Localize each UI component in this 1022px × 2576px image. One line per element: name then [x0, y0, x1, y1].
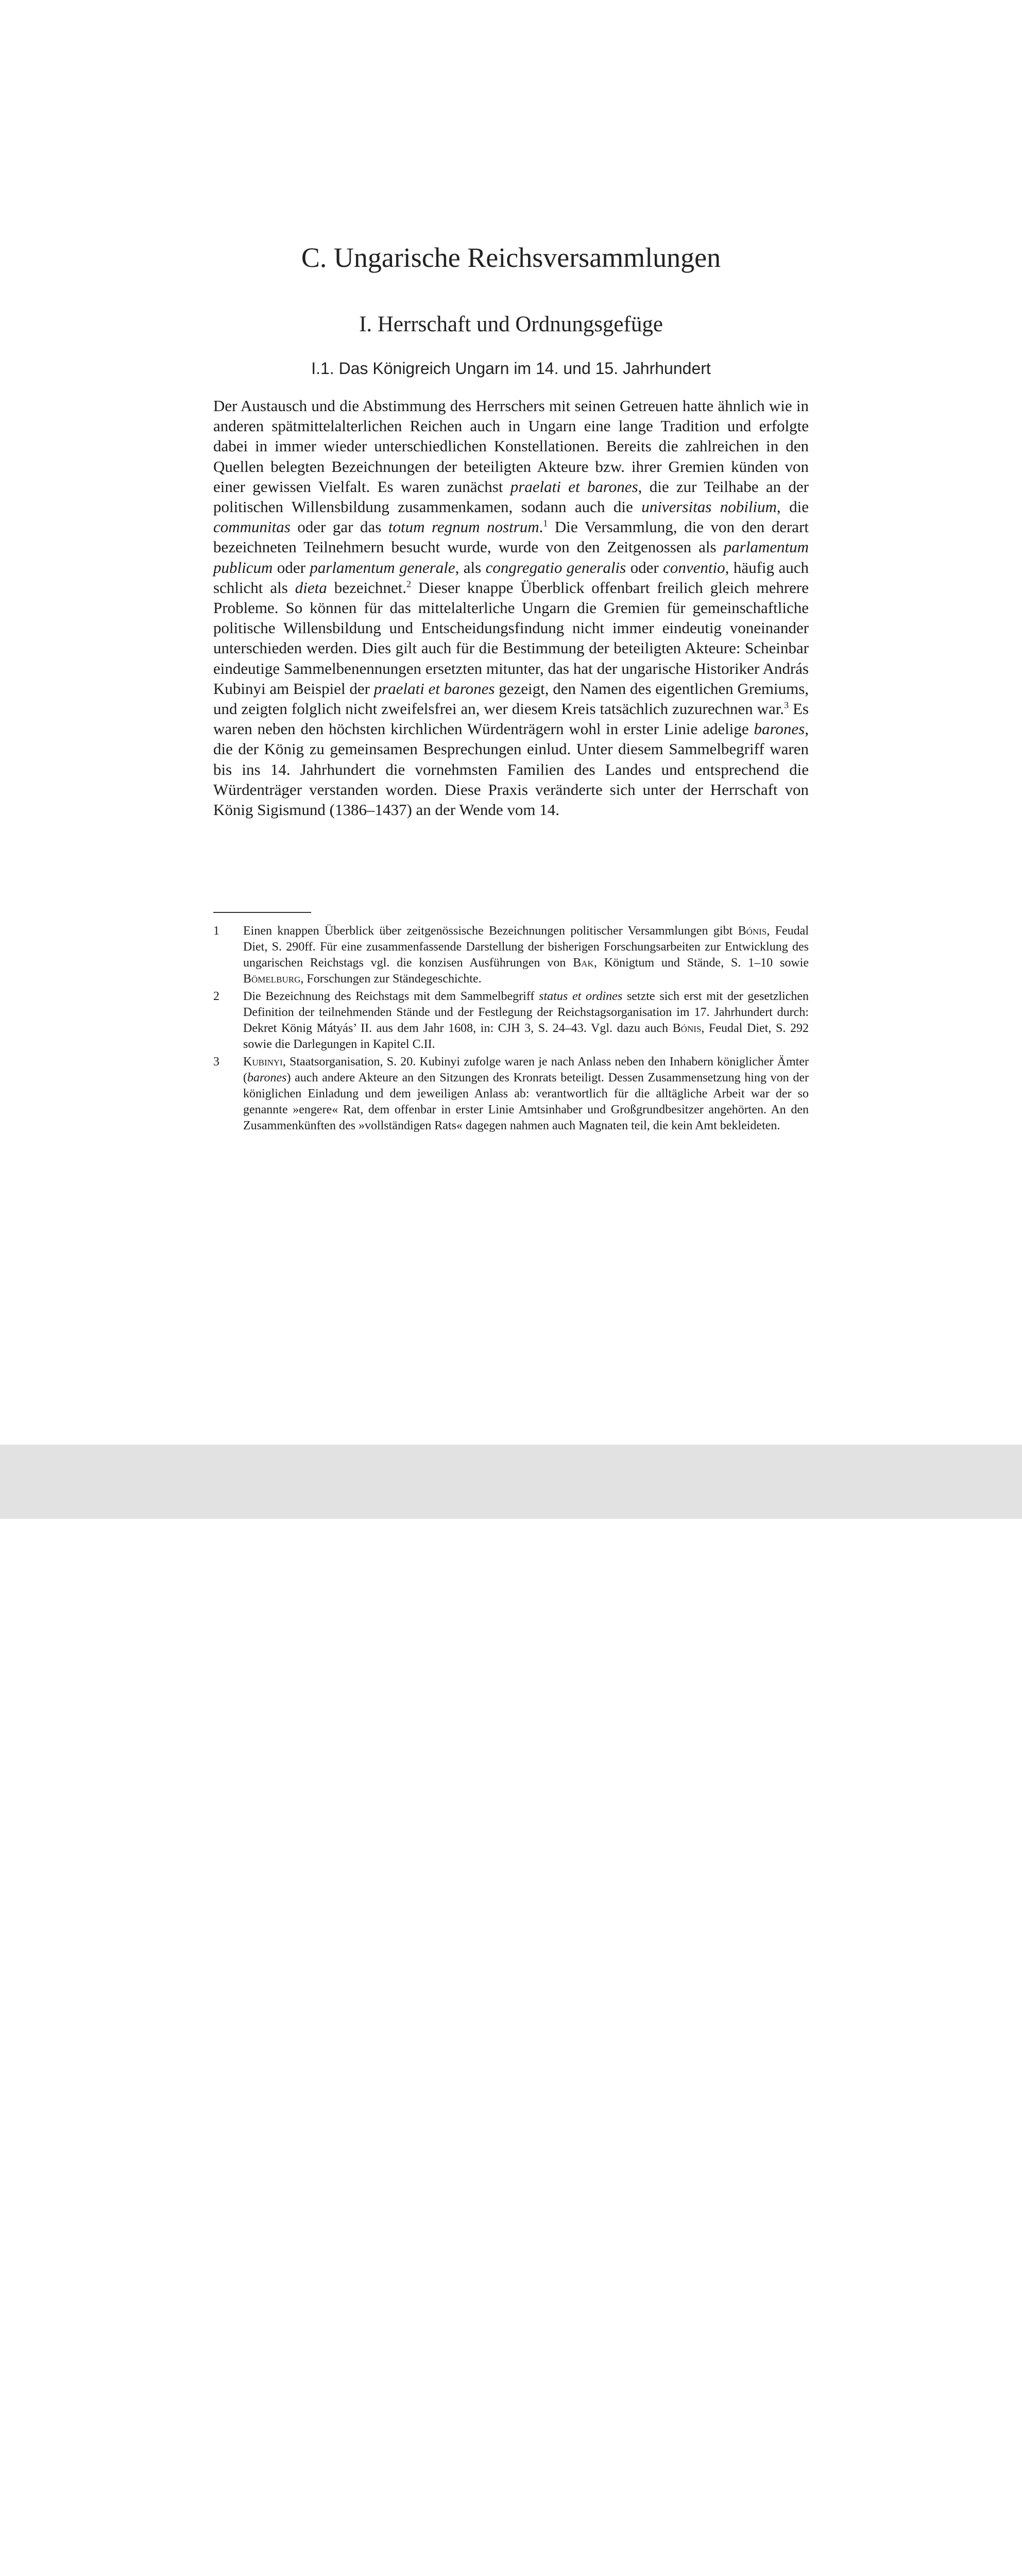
latin-term: totum regnum nostrum: [388, 518, 539, 536]
author-name: Bak: [573, 956, 594, 970]
body-text-run: oder: [272, 558, 310, 577]
latin-term: parlamentum publicum: [213, 538, 809, 577]
body-text-run: , die der König zu gemeinsamen Besprechungen einlud. Unter diesem Sammelbegriff waren bis ins 14. Jahrhundert die vornehmsten Familien des Landes und entsprechend die Würdenträger verstanden worden. Diese Praxis veränderte sich unter der Herrschaft von König Sigismund (1386–1437) an der Wende vom 14.: [213, 720, 809, 819]
footnote-text-run: Die Bezeichnung des Reichstags mit dem Sammelbegriff: [243, 990, 539, 1003]
footnote-list: [213, 923, 809, 1136]
footnote-number: 3: [213, 1055, 219, 1069]
latin-term: universitas nobilium: [641, 498, 777, 516]
body-text-run: oder: [626, 558, 663, 577]
body-text-run: , die: [776, 498, 809, 516]
footnote-3: [213, 1054, 809, 1134]
footnote-text-run: , Feudal Diet, S. 290ff. Für eine zusammenfassende Darstellung der bisherigen Forschungsarbeiten zur Entwicklung des ungarischen Reichstags vgl. die konzisen Ausführungen von: [243, 924, 809, 970]
footnote-ref-2[interactable]: 2: [406, 579, 412, 589]
footnote-number: 1: [213, 924, 219, 938]
latin-term: congregatio generalis: [485, 558, 626, 577]
footnote-divider: [213, 912, 311, 913]
body-text-run: Es waren neben den höchsten kirchlichen Würdenträgern wohl in erster Linie adelige: [213, 700, 809, 738]
body-text-run: Der Austausch und die Abstimmung des Herrschers mit seinen Getreuen hatte ähnlich wie in anderen spätmittelalterlichen Reichen auch in Ungarn eine lange Tradition und erfolgte dabei in immer wieder unterschiedlichen Konstellationen. Bereits die zahlreichen in den Quellen belegten Bezeichnungen der beteiligten Akteure bzw. ihrer Gremien künden von einer gewissen Vielfalt. Es waren zunächst: [213, 397, 809, 496]
section-heading: I.1. Das Königreich Ungarn im 14. und 15. Jahrhundert: [311, 359, 711, 378]
footnote-number: 2: [213, 990, 219, 1003]
footnote-text-run: , Königtum und Stände, S. 1–10 sowie: [593, 956, 809, 970]
latin-term: dieta: [295, 578, 327, 597]
body-text-run: , häufig auch schlicht als: [213, 558, 809, 597]
body-text-run: .: [539, 518, 543, 536]
body-paragraph: [213, 396, 809, 820]
latin-term: barones: [754, 720, 805, 738]
author-name: Bónis: [672, 1022, 702, 1035]
chapter-heading: C. Ungarische Reichsversammlungen: [301, 242, 721, 273]
body-text-run: , als: [455, 558, 486, 577]
footnote-2: [213, 989, 809, 1053]
footnote-text-run: , Feudal Diet, S. 292 sowie die Darlegungen in Kapitel C.II.: [243, 1022, 809, 1051]
body-text-run: oder gar das: [290, 518, 388, 536]
part-heading: I. Herrschaft und Ordnungsgefüge: [359, 312, 663, 336]
latin-term: conventio: [663, 558, 725, 577]
footnote-text-run: , Forschungen zur Ständegeschichte.: [300, 972, 482, 986]
viewer-footer-bar: [0, 1445, 1022, 1519]
author-name: Bömelburg: [243, 972, 301, 986]
footnote-text-run: setzte sich erst mit der gesetzlichen Definition der teilnehmenden Stände und der Festlegung der Reichstagsorganisation im 17. Jahrhundert durch: Dekret König Mátyás’ II. aus dem Jahr 1608, in: CJH 3, S. 24–43. Vgl. dazu auch: [243, 990, 809, 1035]
body-text-run: Dieser knappe Überblick offenbart freilich gleich mehrere Probleme. So können für das mittelalterliche Ungarn die Gremien für gemeinschaftliche politische Willensbildung und Entscheidungsfindung nicht immer eindeutig voneinander unterschieden werden. Dies gilt auch für die Bestimmung der beteiligten Akteure: Scheinbar eindeutige Sammelbenennungen ersetzten mitunter, das hat der ungarische Historiker András Kubinyi am Beispiel der: [213, 578, 809, 698]
latin-term: parlamentum generale: [310, 558, 455, 577]
latin-term: communitas: [213, 518, 291, 536]
footnote-text-run: Einen knappen Überblick über zeitgenössische Bezeichnungen politischer Versammlungen gibt: [243, 924, 738, 938]
body-text-run: gezeigt, den Namen des eigentlichen Gremiums, und zeigten folglich nicht zweifelsfrei an, wer diesem Kreis tatsächlich zuzurechnen war.: [213, 679, 809, 718]
footnote-text-run: , Staatsorganisation, S. 20. Kubinyi zufolge waren je nach Anlass neben den Inhabern königlicher Ämter (: [243, 1055, 809, 1084]
footnote-ref-3[interactable]: 3: [784, 700, 789, 710]
latin-term: barones: [247, 1071, 287, 1084]
footnote-ref-1[interactable]: 1: [543, 518, 548, 529]
latin-term: status et ordines: [539, 990, 623, 1003]
author-name: Kubinyi: [243, 1055, 283, 1069]
footnote-1: [213, 923, 809, 987]
author-name: Bónis: [738, 924, 767, 938]
latin-term: praelati et barones: [510, 477, 638, 496]
latin-term: praelati et barones: [373, 679, 495, 698]
body-text-run: , die zur Teilhabe an der politischen Willensbildung zusammenkamen, sodann auch die: [213, 477, 809, 516]
body-text-run: Die Versammlung, die von den derart bezeichneten Teilnehmern besucht wurde, wurde von den Zeitgenossen als: [213, 518, 809, 556]
footnote-text-run: ) auch andere Akteure an den Sitzungen des Kronrats beteiligt. Dessen Zusammensetzung hing von der königlichen Einladung und dem jeweiligen Anlass ab: verantwortlich für die alltägliche Arbeit war der so genannte »engere« Rat, dem offenbar in erster Linie Amtsinhaber und Großgrundbesitzer angehörten. An den Zusammenkünften des »vollständigen Rats« dagegen nahmen auch Magnaten teil, die kein Amt bekleideten.: [243, 1071, 809, 1132]
body-text-run: bezeichnet.: [327, 578, 407, 597]
